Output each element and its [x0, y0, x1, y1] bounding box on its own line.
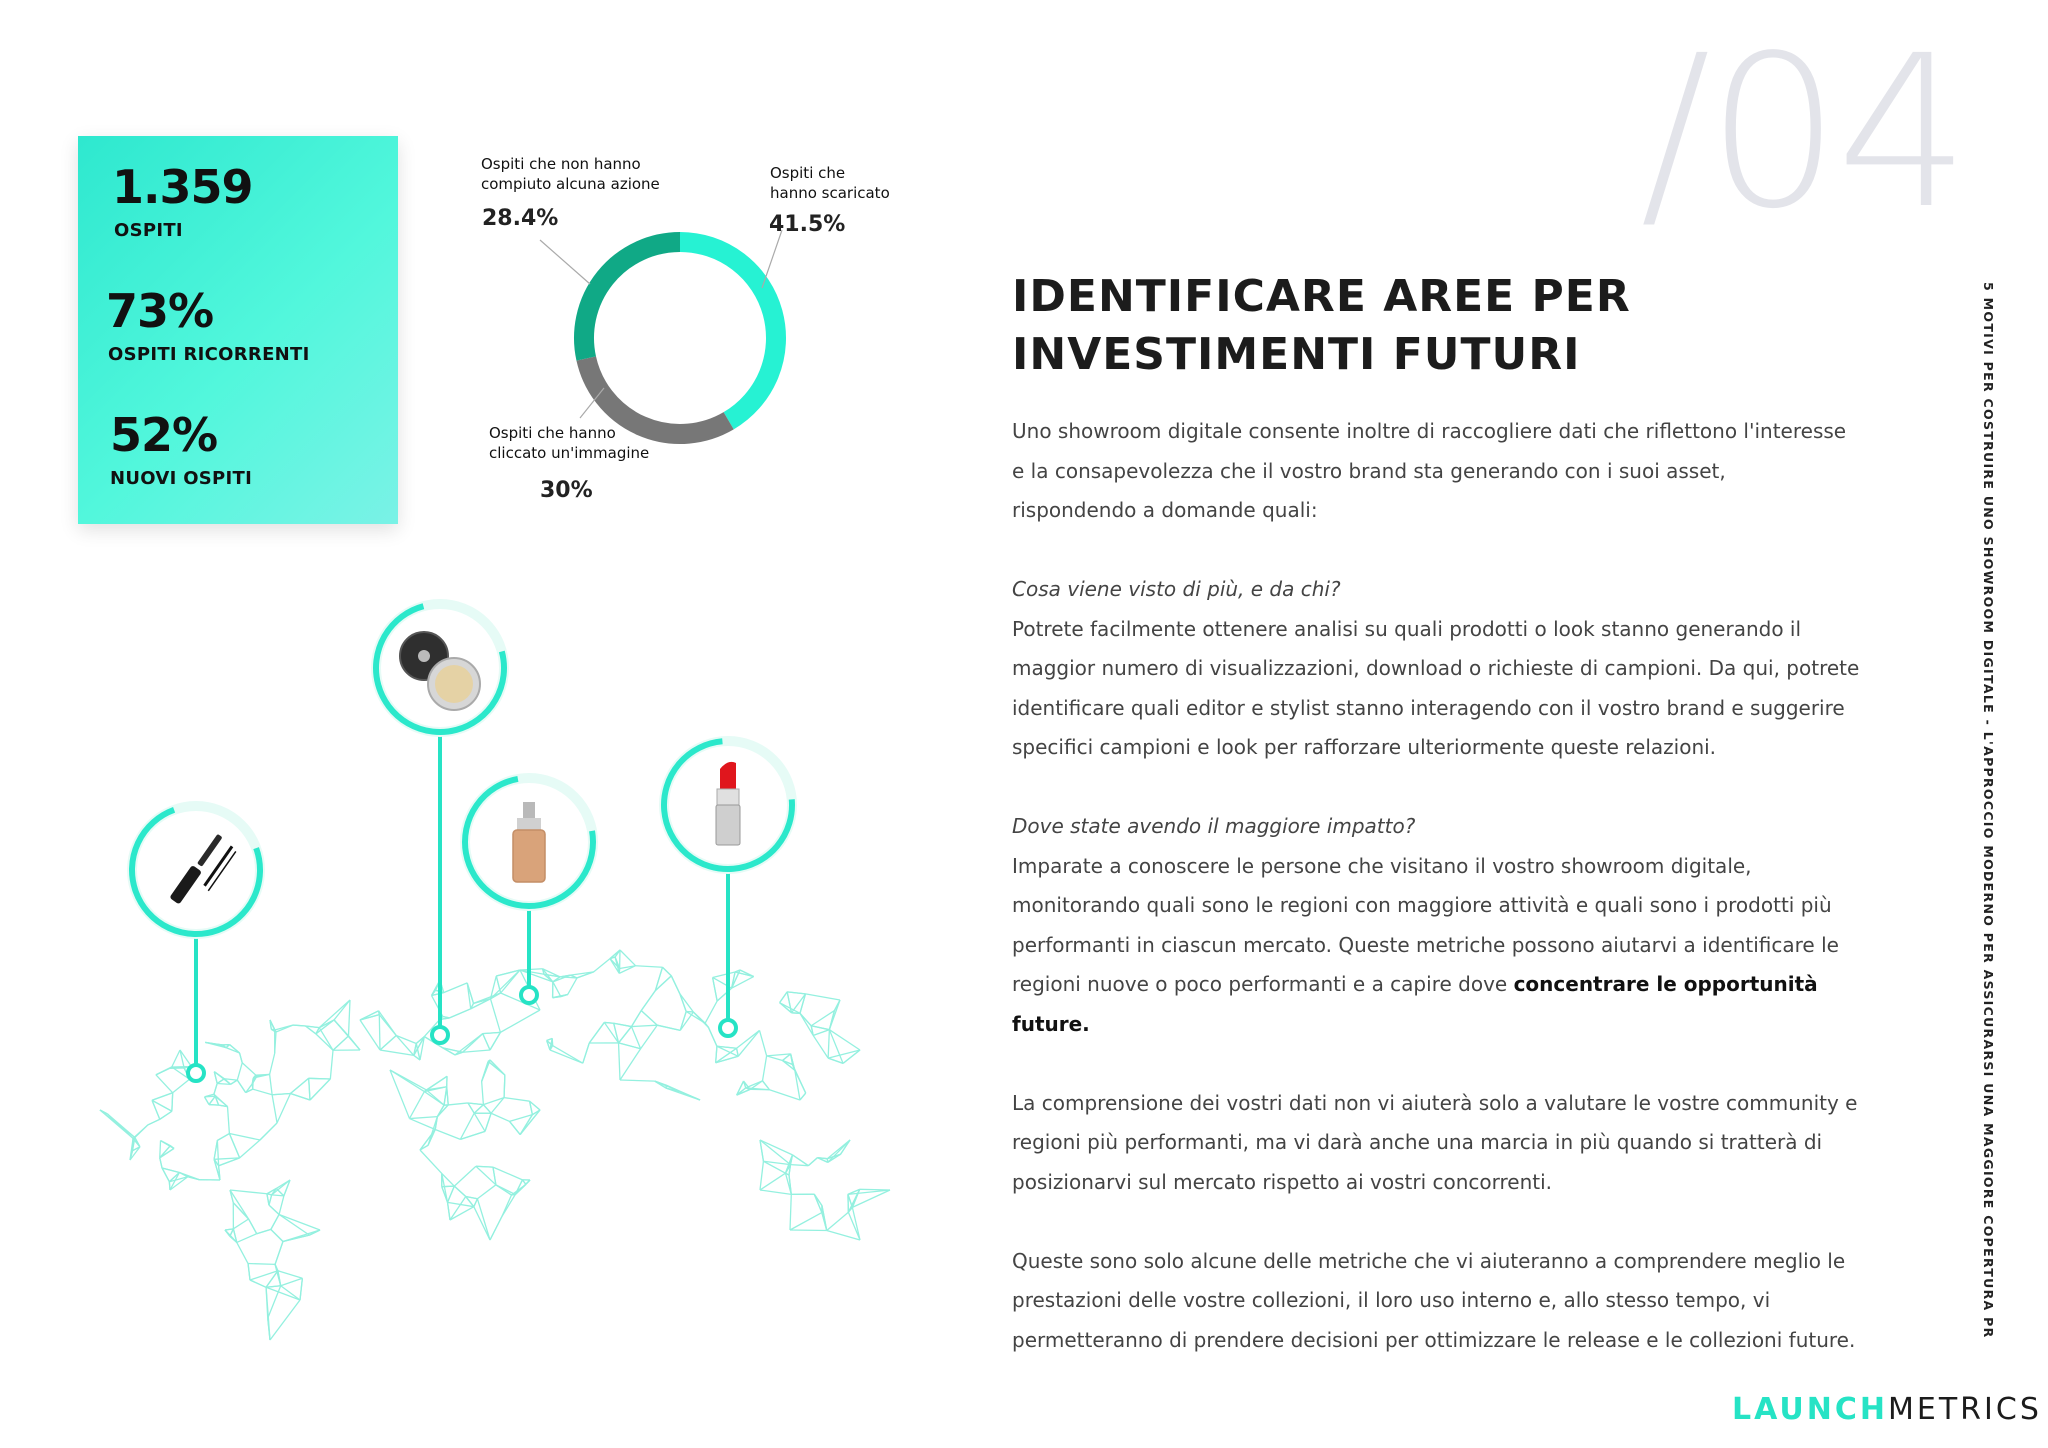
donut-label-no-action: Ospiti che non hanno compiuto alcuna azione: [481, 155, 660, 193]
stat-label-new: NUOVI OSPITI: [110, 468, 253, 489]
donut-label-downloaded: Ospiti che hanno scaricato: [770, 164, 890, 202]
paragraph-3-line: posizionarvi sul mercato rispetto ai vostri concorrenti.: [1012, 1169, 1553, 1194]
section-heading: IDENTIFICARE AREE PER INVESTIMENTI FUTURI: [1012, 271, 1631, 380]
intro-line: Uno showroom digitale consente inoltre di raccogliere dati che riflettono l'interesse: [1012, 419, 1847, 443]
page-number: /04: [1640, 10, 1966, 255]
world-map-mesh: [100, 950, 890, 1340]
donut-label-clicked: Ospiti che hanno cliccato un'immagine: [489, 424, 650, 462]
stats-card: [78, 136, 398, 524]
highlight-text: concentrare le opportunità: [1513, 972, 1818, 996]
paragraph-4-line: Queste sono solo alcune delle metriche che vi aiuteranno a comprendere meglio le: [1012, 1248, 1846, 1273]
answer-2-line: regioni nuove o poco performanti e a capire dove: [1012, 972, 1514, 996]
donut-value-clicked: 30%: [540, 478, 593, 503]
highlight-text: future.: [1012, 1011, 1090, 1036]
paragraph-3-line: regioni più performanti, ma vi darà anche una marcia in più quando si tratterà di: [1012, 1130, 1823, 1154]
answer-2-line: monitorando quali sono le regioni con maggiore attività e quali sono i prodotti più: [1012, 893, 1832, 917]
question-1: Cosa viene visto di più, e da chi?: [1012, 577, 1341, 601]
answer-2-line: performanti in ciascun mercato. Queste metriche possono aiutarvi a identificare le: [1012, 932, 1839, 957]
pin-foundation: [455, 768, 603, 916]
pin-mascara: [114, 788, 278, 952]
stat-label-guests: OSPITI: [114, 220, 183, 241]
answer-2-line: Imparate a conoscere le persone che visitano il vostro showroom digitale,: [1012, 853, 1752, 878]
question-2: Dove state avendo il maggiore impatto?: [1012, 814, 1416, 838]
answer-1-line: identificare quali editor e stylist stanno interagendo con il vostro brand e suggerire: [1012, 695, 1845, 720]
intro-line: e la consapevolezza che il vostro brand sta generando con i suoi asset,: [1012, 458, 1726, 483]
body-text: [1012, 412, 1912, 1360]
answer-1-line: Potrete facilmente ottenere analisi su quali prodotti o look stanno generando il: [1012, 616, 1802, 641]
donut-value-downloaded: 41.5%: [769, 212, 846, 237]
pin-face-powder: [362, 590, 519, 747]
paragraph-3-line: La comprensione dei vostri dati non vi aiuterà solo a valutare le vostre community e: [1012, 1090, 1858, 1115]
stat-value-guests: 1.359: [112, 160, 253, 214]
side-caption: 5 MOTIVI PER COSTRUIRE UNO SHOWROOM DIGITALE - L'APPROCCIO MODERNO PER ASSICURARSI UNA MAGGIORE COPERTURA PR: [1981, 282, 1996, 1339]
launchmetrics-logo: LAUNCHMETRICS: [1732, 1392, 2042, 1427]
answer-1-line: specifici campioni e look per rafforzare ulteriormente queste relazioni.: [1012, 735, 1717, 759]
paragraph-4-line: prestazioni delle vostre collezioni, il loro uso interno e, allo stesso tempo, vi: [1012, 1288, 1771, 1312]
stat-value-new: 52%: [110, 408, 218, 462]
pin-lipstick: [659, 736, 798, 875]
donut-value-no-action: 28.4%: [482, 206, 559, 231]
stat-label-returning: OSPITI RICORRENTI: [108, 344, 310, 365]
answer-1-line: maggior numero di visualizzazioni, download o richieste di campioni. Da qui, potrete: [1012, 656, 1860, 680]
paragraph-4-line: permetteranno di prendere decisioni per ottimizzare le release e le collezioni future.: [1012, 1327, 1856, 1352]
world-map-illustration: [60, 580, 980, 1360]
intro-line: rispondendo a domande quali:: [1012, 498, 1318, 522]
stat-value-returning: 73%: [106, 284, 214, 338]
